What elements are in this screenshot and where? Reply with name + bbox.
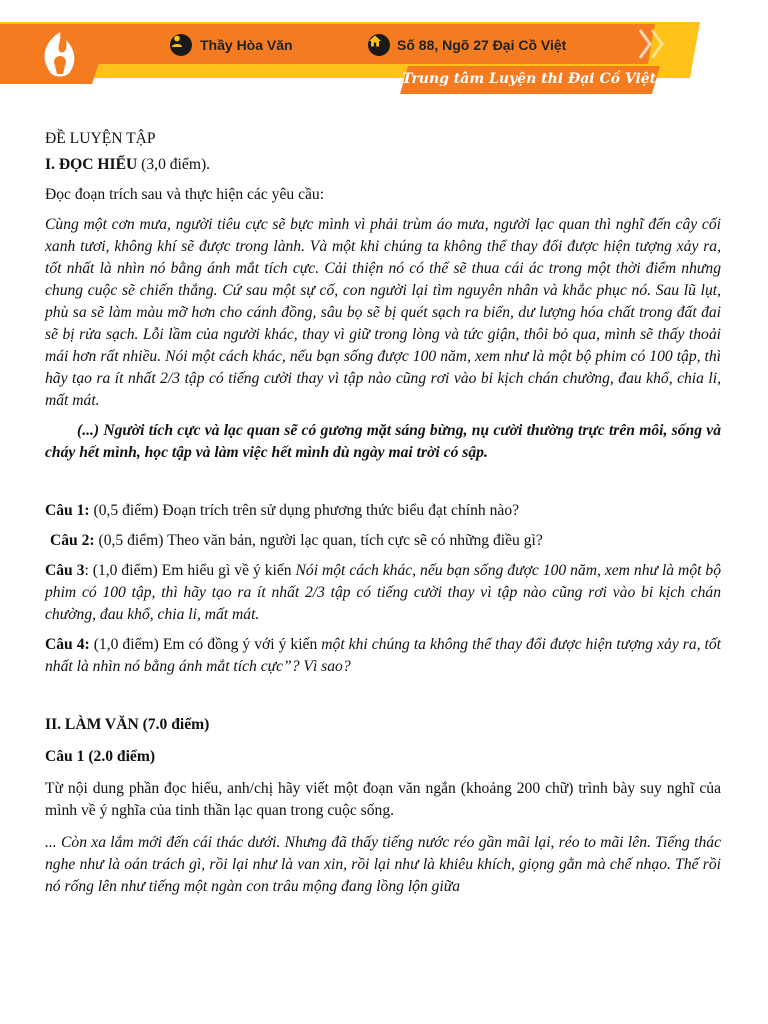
- section-2-label: II. LÀM VĂN (7.0 điểm): [45, 716, 210, 733]
- section-1-label: I. ĐỌC HIỂU: [45, 156, 138, 173]
- page-header: [0, 0, 768, 100]
- question-4-text: (1,0 điểm) Em có đồng ý với ý kiến: [89, 636, 322, 653]
- question-3-quote: Nói một cách khác, nếu bạn sống được 100 năm, xem như là một bộ phim có 100 tập, thì hãy tạo ra ít nhất 2/3 tập có tiếng cười thay vì tập nào cũng rơi vào bi kịch chán chường, đau khổ, chia li, mất mát.: [45, 562, 721, 623]
- question-4: [45, 634, 721, 678]
- question-3: [45, 560, 721, 626]
- reading-passage: Cùng một cơn mưa, người tiêu cực sẽ bực mình vì phải trùm áo mưa, người lạc quan thì nghĩ đến cây cối xanh tươi, không khí sẽ được trong lành. Và một khi chúng ta không thể thay đổi được hiện tượng xảy ra, tốt nhất là nhìn nó bằng ánh mắt tích cực. Cải thiện nó có thể sẽ thua cái ác trong một thời điểm nhưng chung cuộc sẽ chiến thắng. Cứ sau một sự cố, con người lại tìm nguyên nhân và khắc phục nó. Sau lũ lụt, phù sa sẽ làm màu mỡ hơn cho cánh đồng, sâu bọ sẽ bị quét sạch ra biển, dư lượng hóa chất trong đất đai sẽ bị rửa sạch. Lỗi lầm của người khác, thay vì giữ trong lòng và tức giận, thôi bỏ qua, mình sẽ thấy thoải mái hơn rất nhiều. Nói một cách khác, nếu bạn sống được 100 năm, xem như là một bộ phim có 100 tập, thì hãy tạo ra ít nhất 2/3 tập có tiếng cười thay vì tập nào cũng rơi vào bi kịch chán chường, đau khổ, chia li, mất mát.: [45, 216, 721, 409]
- question-3-label: Câu 3: [45, 562, 85, 579]
- section-2-question-1-heading: [45, 746, 721, 768]
- question-1-text: (0,5 điểm) Đoạn trích trên sử dụng phương thức biểu đạt chính nào?: [89, 502, 520, 519]
- instruction-text: Đọc đoạn trích sau và thực hiện các yêu cầu:: [45, 186, 325, 203]
- section-1-heading: [45, 154, 721, 176]
- question-4-label: Câu 4:: [45, 636, 90, 653]
- person-icon: [170, 34, 192, 56]
- section-1-score: (3,0 điểm).: [137, 156, 211, 173]
- literary-excerpt: ... Còn xa lắm mới đến cái thác dưới. Nhưng đã thấy tiếng nước réo gần mãi lại, réo to mãi lên. Tiếng thác nghe như là oán trách gì, rồi lại như là van xin, rồi lại như là khiêu khích, giọng gằn mà chế nhạo. Thế rồi nó rống lên như tiếng một ngàn con trâu mộng đang lồng lộn giữa: [45, 834, 721, 895]
- question-2-label: Câu 2:: [50, 532, 95, 549]
- center-address: Số 88, Ngõ 27 Đại Cồ Việt: [397, 37, 567, 53]
- question-1-label: Câu 1:: [45, 502, 90, 519]
- teacher-name: Thầy Hòa Văn: [200, 37, 293, 53]
- question-2: [45, 530, 721, 552]
- doc-title: ĐỀ LUYỆN TẬP: [45, 130, 156, 147]
- exam-document: [45, 128, 721, 898]
- question-4-quote: một khi chúng ta không thể thay đổi được hiện tượng xảy ra, tốt nhất là nhìn nó bằng ánh mắt tích cực”? Vì sao?: [45, 636, 721, 675]
- section-2-question-1-label: Câu 1 (2.0 điểm): [45, 748, 156, 765]
- home-icon: [368, 34, 390, 56]
- center-slogan: Trung tâm Luyện thi Đại Cồ Việt: [402, 71, 657, 87]
- section-2-question-1-text: Từ nội dung phần đọc hiểu, anh/chị hãy viết một đoạn văn ngắn (khoảng 200 chữ) trình bày suy nghĩ của mình về ý nghĩa của tinh thần lạc quan trong cuộc sống.: [45, 780, 721, 819]
- reading-passage-emphasis: (...) Người tích cực và lạc quan sẽ có gương mặt sáng bừng, nụ cười thường trực trên môi, sống và cháy hết mình, học tập và làm việc hết mình dù ngày mai trời có sập.: [45, 422, 721, 461]
- question-3-text: : (1,0 điểm) Em hiểu gì về ý kiến: [84, 562, 296, 579]
- question-1: [45, 500, 721, 522]
- section-2-heading: [45, 714, 721, 736]
- question-2-text: (0,5 điểm) Theo văn bản, người lạc quan, tích cực sẽ có những điều gì?: [94, 532, 543, 549]
